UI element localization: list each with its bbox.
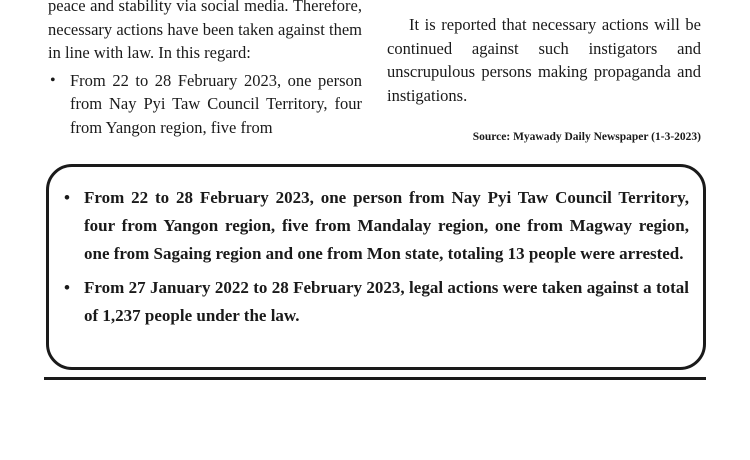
right-paragraph: It is reported that necessary actions will be continued against such instigators and unscrupulous persons making propaganda and instigations. [387, 15, 701, 105]
right-column [387, 0, 701, 107]
highlight-box [46, 164, 706, 370]
highlight-item-arrests: • From 22 to 28 February 2023, one person from Nay Pyi Taw Council Territory, four from Yangon region, five from Mandalay region, one from Magway region, one from Sagaing region and one from Mon state, totaling 13 people were arrested. [84, 184, 689, 268]
left-column [48, 0, 362, 139]
highlight-list [63, 184, 689, 330]
left-bullet-item: • From 22 to 28 February 2023, one person from Nay Pyi Taw Council Territory, four from Yangon region, five from [70, 69, 362, 140]
left-paragraph: peace and stability via social media. Therefore, necessary actions have been taken against them in line with law. In this regard: [48, 0, 362, 62]
left-bullet-list [48, 69, 362, 140]
source-citation: Source: Myawady Daily Newspaper (1-3-2023) [472, 131, 701, 143]
section-divider [44, 377, 706, 380]
highlight-item-legal-actions: • From 27 January 2022 to 28 February 2023, legal actions were taken against a total of 1,237 people under the law. [84, 274, 689, 330]
